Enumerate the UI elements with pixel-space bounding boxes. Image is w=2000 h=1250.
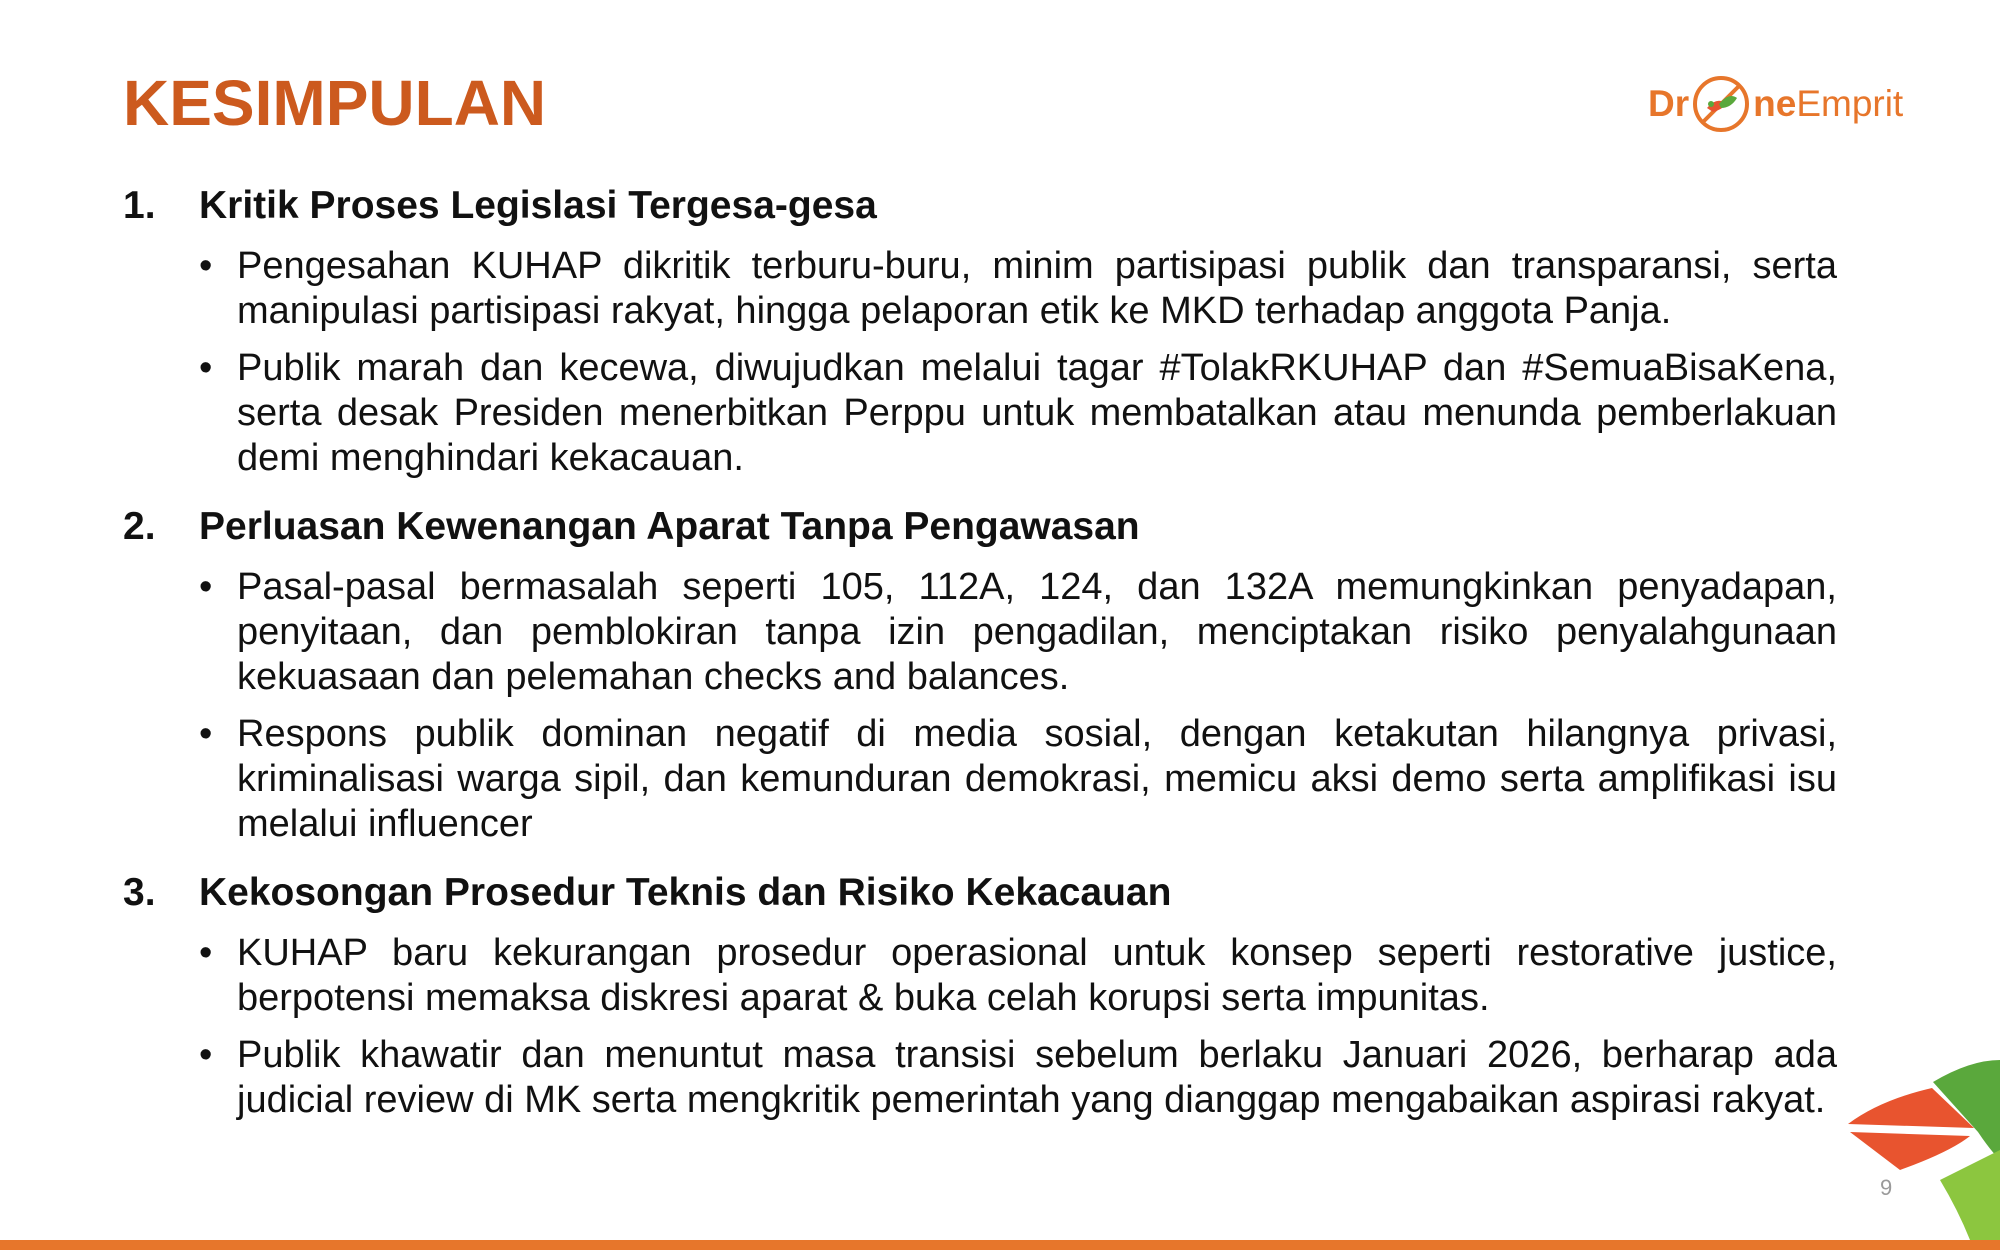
conclusion-list — [123, 178, 1843, 1141]
bullet-icon: • — [199, 347, 213, 389]
bullet-text: KUHAP baru kekurangan prosedur operasional untuk konsep seperti restorative justice, berpotensi memaksa diskresi aparat & buka celah korupsi serta impunitas. — [237, 932, 1837, 1019]
bullet-icon: • — [199, 245, 213, 287]
section-heading — [123, 865, 1843, 921]
section-1 — [123, 178, 1843, 481]
section-title: Perluasan Kewenangan Aparat Tanpa Pengawasan — [199, 505, 1140, 548]
list-item — [123, 1033, 1843, 1123]
section-title: Kritik Proses Legislasi Tergesa-gesa — [199, 184, 877, 227]
bullet-icon: • — [199, 713, 213, 755]
bottom-accent-bar — [0, 1240, 2000, 1250]
bullet-text: Pengesahan KUHAP dikritik terburu-buru, minim partisipasi publik dan transparansi, serta manipulasi partisipasi rakyat, hingga pelaporan etik ke MKD terhadap anggota Panja. — [237, 245, 1837, 332]
bullet-list — [123, 244, 1843, 481]
section-heading — [123, 178, 1843, 234]
bullet-text: Pasal-pasal bermasalah seperti 105, 112A, 124, dan 132A memungkinkan penyadapan, penyitaan, dan pemblokiran tanpa izin pengadilan, menciptakan risiko penyalahgunaan kekuasaan dan pelemahan checks and balances. — [237, 566, 1837, 698]
decorative-corner-shapes — [1840, 1040, 2000, 1240]
bullet-text: Publik khawatir dan menuntut masa transisi sebelum berlaku Januari 2026, berharap ada judicial review di MK serta mengkritik pemerintah yang dianggap mengabaikan aspirasi rakyat. — [237, 1034, 1837, 1121]
section-2 — [123, 499, 1843, 847]
page-title: KESIMPULAN — [123, 67, 547, 139]
logo-text-part2: ne — [1753, 83, 1797, 124]
bullet-text: Publik marah dan kecewa, diwujudkan melalui tagar #TolakRKUHAP dan #SemuaBisaKena, serta desak Presiden menerbitkan Perppu untuk membatalkan atau menunda pemberlakuan demi menghindari kekacauan. — [237, 347, 1837, 479]
bullet-list — [123, 931, 1843, 1123]
list-item — [123, 346, 1843, 481]
section-number: 2. — [123, 505, 156, 548]
list-item — [123, 565, 1843, 700]
bullet-icon: • — [199, 566, 213, 608]
bullet-icon: • — [199, 1034, 213, 1076]
section-3 — [123, 865, 1843, 1123]
logo-text-part3: Emprit — [1796, 83, 1904, 124]
section-title: Kekosongan Prosedur Teknis dan Risiko Kekacauan — [199, 871, 1172, 914]
list-item — [123, 712, 1843, 847]
bullet-icon: • — [199, 932, 213, 974]
bullet-text: Respons publik dominan negatif di media sosial, dengan ketakutan hilangnya privasi, kriminalisasi warga sipil, dan kemunduran demokrasi, memicu aksi demo serta amplifikasi isu melalui influencer — [237, 713, 1837, 845]
section-heading — [123, 499, 1843, 555]
list-item — [123, 931, 1843, 1021]
section-number: 3. — [123, 871, 156, 914]
bullet-list — [123, 565, 1843, 847]
page-number: 9 — [1880, 1175, 1893, 1200]
drone-emprit-logo — [1648, 72, 1903, 136]
drone-bird-icon — [1691, 74, 1751, 134]
section-number: 1. — [123, 184, 156, 227]
list-item — [123, 244, 1843, 334]
logo-text-part1: Dr — [1648, 83, 1690, 124]
